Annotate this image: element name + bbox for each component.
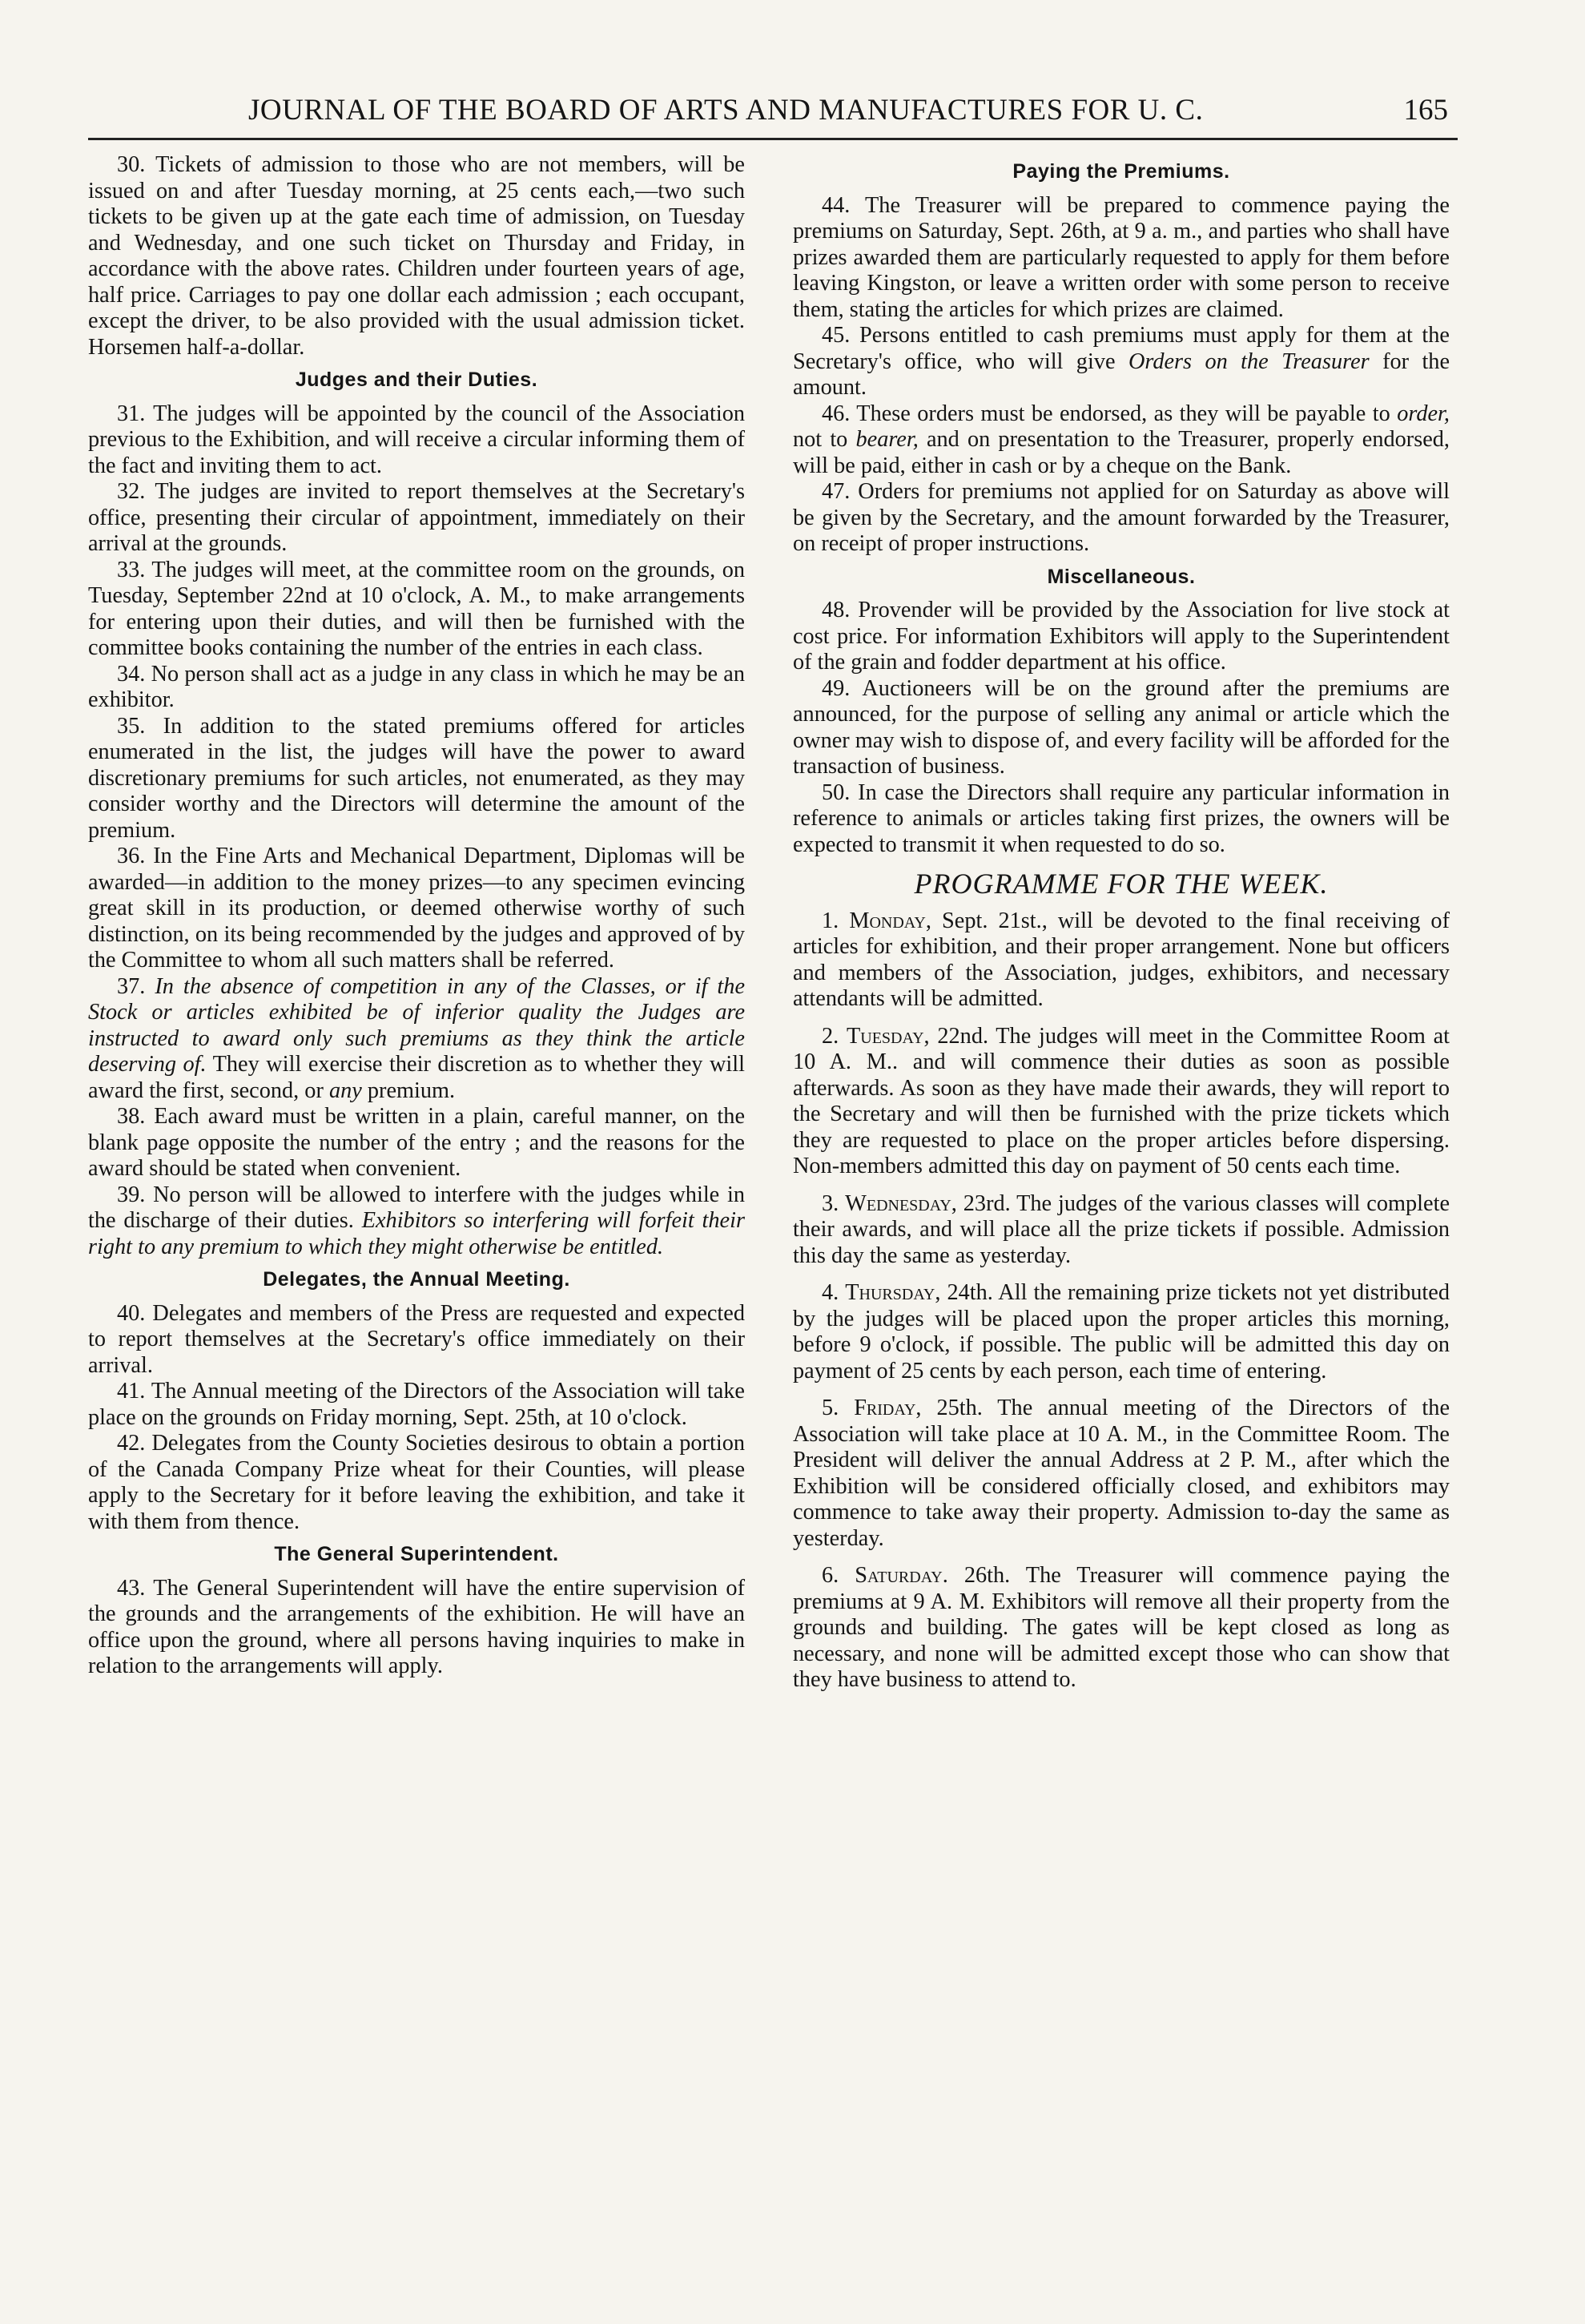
page-header <box>88 88 1458 140</box>
day-3-text: 23rd. The judges of the various classes will complete their awards, and will place all the prize tickets if possible. Admission this day the same as yesterday. <box>793 1190 1450 1268</box>
paragraph-45-end: for the amount. <box>793 348 1450 400</box>
section-heading-judges: Judges and their Duties. <box>295 369 538 391</box>
paragraph-43: 43. The General Superintendent will have the entire supervision of the grounds and the arrangements of the exhibition. He will have an office upon the ground, where all persons having inquiries to make in relation to the arrangements will apply. <box>88 1575 745 1678</box>
programme-day-4 <box>793 1280 1450 1384</box>
day-2-text: 22nd. The judges will meet in the Committee Room at 10 A. M.. and will commence their duties as soon as possible afterwards. As soon as they have made their awards, they will report to the Secretary and will then be furnished with the prize tickets which they are requested to place on the proper articles before dispersing. Non-members admitted this day on payment of 50 cents each time. <box>793 1023 1450 1178</box>
day-1-name: Monday, <box>849 908 931 933</box>
paragraph-50: 50. In case the Directors shall require any particular information in reference to animals or articles taking first prizes, the owners will be expected to transmit it when requested to do so. <box>793 779 1450 857</box>
day-3-number: 3. <box>822 1190 839 1216</box>
day-4-name: Thursday, <box>845 1280 941 1305</box>
paragraph-35: 35. In addition to the stated premiums offered for articles enumerated in the list, the judges will have the power to award discretionary premiums for such articles, not enumerated, as they may consider worthy and the Directors will determine the amount of the premium. <box>88 713 745 843</box>
programme-day-2 <box>793 1024 1450 1180</box>
paragraph-45-italic: Orders on the Treasurer <box>1128 348 1370 374</box>
day-6-text: 26th. The Treasurer will commence paying the premiums at 9 A. M. Exhibitors will remove all their property from the grounds and building. The gates will be kept closed as long as necessary, and none will be admitted except those who can show that they have business to attend to. <box>793 1563 1450 1692</box>
day-6-number: 6. <box>822 1563 839 1588</box>
day-2-number: 2. <box>822 1023 839 1049</box>
day-4-text: 24th. All the remaining prize tickets not yet distributed by the judges will be placed upon the proper articles this morning, before 9 o'clock, if possible. The public will be admitted this day on payment of 25 cents by each person, each time of entering. <box>793 1280 1450 1384</box>
day-5-text: 25th. The annual meeting of the Directors of the Association will take place at 10 A. M., in the Committee Room. The President will deliver the annual Address at 2 P. M., after which the Exhibition will be considered officially closed, and exhibitors may commence to take away their property. Admission to-day the same as yesterday. <box>793 1396 1450 1551</box>
paragraph-37-any: any <box>328 1077 362 1103</box>
paragraph-31: 31. The judges will be appointed by the council of the Association previous to the Exhibition, and will receive a circular informing them of the fact and inviting them to act. <box>88 401 745 478</box>
paragraph-33: 33. The judges will meet, at the committee room on the grounds, on Tuesday, September 22nd at 10 o'clock, A. M., to make arrangements for entering upon their duties, and will then be furnished with the committee books containing the number of the entries in each class. <box>88 557 745 660</box>
paragraph-41: 41. The Annual meeting of the Directors of the Association will take place on the grounds on Friday morning, Sept. 25th, at 10 o'clock. <box>88 1379 745 1430</box>
paragraph-46-a: 46. These orders must be endorsed, as they will be payable to <box>822 401 1390 426</box>
paragraph-37-text: They will exercise their discretion as to whether they will award the first, second, or <box>88 1052 745 1103</box>
paragraph-32: 32. The judges are invited to report themselves at the Secretary's office, presenting their circular of appointment, immediately on their arrival at the grounds. <box>88 479 745 556</box>
programme-day-1 <box>793 908 1450 1013</box>
paragraph-45 <box>793 323 1450 401</box>
paragraph-48: 48. Provender will be provided by the Association for live stock at cost price. For information Exhibitors will apply to the Superintendent of the grain and fodder department at his office. <box>793 598 1450 675</box>
section-heading-superintendent: The General Superintendent. <box>274 1543 559 1565</box>
paragraph-46-order: order, <box>1397 401 1450 426</box>
day-1-number: 1. <box>822 908 839 933</box>
paragraph-46 <box>793 401 1450 480</box>
paragraph-37-end: premium. <box>367 1077 456 1103</box>
paragraph-34: 34. No person shall act as a judge in any class in which he may be an exhibitor. <box>88 661 745 712</box>
paragraph-47: 47. Orders for premiums not applied for on Saturday as above will be given by the Secretary, and the amount forwarded by the Treasurer, on receipt of proper instructions. <box>793 479 1450 556</box>
programme-day-6 <box>793 1563 1450 1694</box>
paragraph-40: 40. Delegates and members of the Press are requested and expected to report themselves at the Secretary's office immediately on their arrival. <box>88 1300 745 1378</box>
paragraph-46-bearer: bearer, <box>855 427 919 452</box>
paragraph-37-italic: In the absence of competition in any of the Classes, or if the Stock or articles exhibited be of inferior quality the Judges are instructed to award only such premiums as they think the article deserving of. <box>88 973 745 1077</box>
programme-heading: PROGRAMME FOR THE WEEK. <box>914 868 1329 900</box>
day-2-name: Tuesday, <box>846 1023 930 1049</box>
programme-day-3 <box>793 1191 1450 1270</box>
paragraph-46-b: not to <box>793 427 848 452</box>
paragraph-38: 38. Each award must be written in a plain, careful manner, on the blank page opposite the number of the entry ; and the reasons for the award should be stated when convenient. <box>88 1104 745 1181</box>
right-column <box>793 152 1450 1694</box>
paragraph-49: 49. Auctioneers will be on the ground after the premiums are announced, for the purpose of selling any animal or article which the owner may wish to dispose of, and every facility will be afforded for the transaction of business. <box>793 675 1450 779</box>
page-number: 165 <box>1403 94 1448 127</box>
section-heading-miscellaneous: Miscellaneous. <box>1047 565 1196 588</box>
paragraph-37 <box>88 974 745 1105</box>
section-heading-paying: Paying the Premiums. <box>1012 160 1230 183</box>
programme-day-5 <box>793 1396 1450 1552</box>
paragraph-42: 42. Delegates from the County Societies desirous to obtain a portion of the Canada Company Prize wheat for their Counties, will please apply to the Secretary for it before leaving the exhibition, and take it with them from thence. <box>88 1431 745 1534</box>
paragraph-46-c: and on presentation to the Treasurer, properly endorsed, will be paid, either in cash or by a cheque on the Bank. <box>793 427 1450 478</box>
day-4-number: 4. <box>822 1280 839 1305</box>
day-6-name: Saturday. <box>855 1563 948 1588</box>
paragraph-44: 44. The Treasurer will be prepared to commence paying the premiums on Saturday, Sept. 26th, at 9 a. m., and parties who shall have prizes awarded them are particularly requested to apply for them before leaving Kingston, or leave a written order with some person to receive them, stating the articles for which prizes are claimed. <box>793 192 1450 322</box>
paragraph-30: 30. Tickets of admission to those who are not members, will be issued on and after Tuesday morning, at 25 cents each,—two such tickets to be given up at the gate each time of admission, on Tuesday and Wednesday, and one such ticket on Thursday and Friday, in accordance with the above rates. Children under fourteen years of age, half price. Carriages to pay one dollar each admission ; each occupant, except the driver, to be also provided with the usual admission ticket. Horsemen half-a-dollar. <box>88 152 745 360</box>
paragraph-39-text: 39. No person will be allowed to interfere with the judges while in the discharge of their duties. <box>88 1182 745 1233</box>
paragraph-39 <box>88 1182 745 1261</box>
paragraph-39-italic: Exhibitors so interfering will forfeit their right to any premium to which they might otherwise be entitled. <box>88 1208 745 1259</box>
running-title: JOURNAL OF THE BOARD OF ARTS AND MANUFACTURES FOR U. C. <box>248 94 1204 127</box>
day-5-number: 5. <box>822 1396 839 1420</box>
section-heading-delegates: Delegates, the Annual Meeting. <box>263 1268 570 1291</box>
paragraph-36: 36. In the Fine Arts and Mechanical Department, Diplomas will be awarded—in addition to the money prizes—to any specimen evincing great skill in its production, or deemed otherwise worthy of such distinction, on its being recommended by the judges and approved of by the Committee to whom all such matters shall be referred. <box>88 844 745 973</box>
paragraph-45-text: 45. Persons entitled to cash premiums must apply for them at the Secretary's office, who will give <box>793 323 1450 374</box>
day-1-text: Sept. 21st., will be devoted to the final receiving of articles for exhibition, and their proper arrangement. None but officers and members of the Association, judges, exhibitors, and necessary attendants will be admitted. <box>793 908 1450 1011</box>
left-column <box>88 152 745 1680</box>
day-5-name: Friday, <box>854 1396 922 1420</box>
day-3-name: Wednesday, <box>845 1190 957 1216</box>
paragraph-37-number: 37. <box>117 973 146 999</box>
